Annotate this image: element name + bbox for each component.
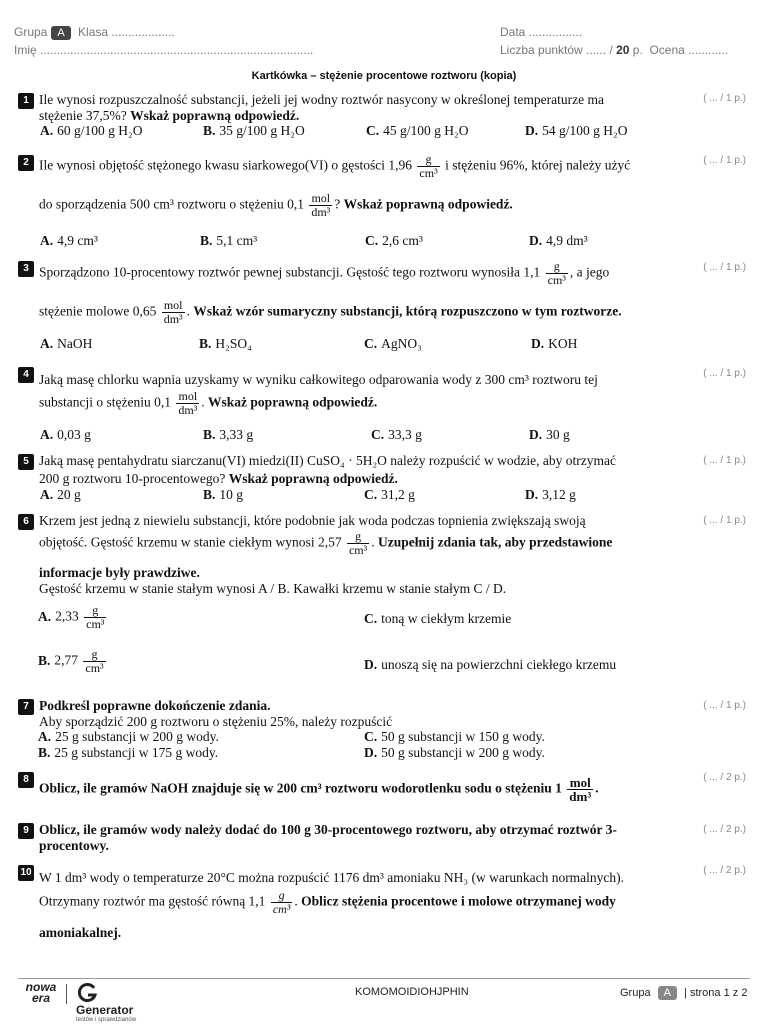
answer-option[interactable]: B. 25 g substancji w 175 g wody. <box>38 745 219 760</box>
answer-option[interactable]: A. 0,03 g <box>40 427 91 442</box>
group-field: Grupa A Klasa ................... <box>14 25 175 39</box>
question-text: Krzem jest jedną z niewielu substancji, które podobnie jak woda podczas topnienia zwiększają swoją <box>39 513 586 528</box>
answer-option[interactable]: B. 5,1 cm³ <box>200 233 258 248</box>
answer-option[interactable]: C. 31,2 g <box>364 487 415 502</box>
question-text: Aby sporządzić 200 g roztworu o stężeniu 25%, należy rozpuścić <box>39 714 393 729</box>
question-text: Sporządzono 10-procentowy roztwór pewnej substancji. Gęstość tego roztworu wynosiła 1,1 $\frac{g}{\text{cm³}}$ , a jego <box>39 259 610 287</box>
answer-option[interactable]: C. AgNO₃ <box>364 336 422 351</box>
answer-option[interactable]: A. NaOH <box>40 336 93 351</box>
answer-option[interactable]: B. H₂SO₄ <box>199 336 252 351</box>
nowa-era-logo: nowa era <box>25 980 57 1005</box>
answer-option[interactable]: B. 35 g/100 g H₂O <box>203 123 305 138</box>
generator-logo: Generator testów i sprawdzianów <box>76 982 136 1024</box>
answer-option[interactable]: D. 3,12 g <box>525 487 576 502</box>
fraction: $\frac{\text{mol}}{\text{dm³}}$ <box>178 389 198 417</box>
question-text: W 1 dm³ wody o temperaturze 20°C można rozpuścić 1176 dm³ amoniaku NH₃ (w warunkach normalnych). <box>39 870 625 885</box>
question-number: 2 <box>18 155 34 171</box>
fraction: $\frac{g}{\text{cm³}}$ <box>348 529 368 557</box>
question-text: Ile wynosi rozpuszczalność substancji, jeżeli jej wodny roztwór nasycony w określonej temperaturze ma <box>39 92 604 107</box>
fraction: $\frac{g}{\text{cm³}}$ <box>86 603 105 631</box>
question-points: ( ... / 1 p.) <box>703 700 746 711</box>
footer-divider <box>18 978 750 979</box>
fraction: $\frac{\text{mol}}{\text{dm³}}$ <box>163 298 183 326</box>
date-field: Data ................ <box>500 25 583 39</box>
group-badge: A <box>51 26 70 40</box>
question-points: ( ... / 1 p.) <box>703 455 746 466</box>
question-text: Otrzymany roztwór ma gęstość równą 1,1 $\frac{g}{\text{cm³}}$ . Oblicz stężenia procentowe i molowe otrzymanej wody <box>39 888 616 916</box>
grade-field: Ocena ............ <box>649 43 729 57</box>
fraction: $\frac{g}{\text{cm³}}$ <box>547 259 566 287</box>
question-text: Oblicz, ile gramów wody należy dodać do 100 g 30-procentowego roztworu, aby otrzymać roztwór 3- <box>39 822 617 837</box>
page-indicator: Grupa A | strona 1 z 2 <box>620 987 748 999</box>
fraction: $\frac{g}{\text{cm³}}$ <box>272 888 291 916</box>
answer-option[interactable]: D. unoszą się na powierzchni ciekłego krzemu <box>364 657 617 672</box>
question-points: ( ... / 1 p.) <box>703 262 746 273</box>
question-points: ( ... / 2 p.) <box>703 824 746 835</box>
answer-option[interactable]: B. 2,77 $\frac{g}{\text{cm³}}$ <box>38 647 104 675</box>
answer-option[interactable]: C. 50 g substancji w 150 g wody. <box>364 729 545 744</box>
fraction: $\frac{\text{mol}}{\text{dm³}}$ <box>569 775 592 804</box>
generator-g-icon <box>76 982 98 1004</box>
answer-option[interactable]: A. 25 g substancji w 200 g wody. <box>38 729 219 744</box>
name-field: Imię .................................................................................. <box>14 43 314 57</box>
class-field: Klasa ................... <box>78 25 175 39</box>
question-text: informacje były prawdziwe. <box>39 565 200 580</box>
question-number: 1 <box>18 93 34 109</box>
answer-option[interactable]: C. 45 g/100 g H₂O <box>366 123 469 138</box>
page-title: Kartkówka – stężenie procentowe roztworu (kopia) <box>251 70 517 82</box>
question-text: stężenie molowe 0,65 $\frac{\text{mol}}{\text{dm³}}$ . Wskaż wzór sumaryczny substancji, którą rozpuszczono w tym roztworze. <box>39 298 622 326</box>
question-text: stężenie 37,5%? Wskaż poprawną odpowiedź. <box>39 108 300 123</box>
answer-option[interactable]: A. 2,33 $\frac{g}{\text{cm³}}$ <box>38 603 105 631</box>
question-text: amoniakalnej. <box>39 925 122 940</box>
question-number: 9 <box>18 823 34 839</box>
question-points: ( ... / 1 p.) <box>703 93 746 104</box>
question-text: Oblicz, ile gramów NaOH znajduje się w 200 cm³ roztworu wodorotlenku sodu o stężeniu 1 $\frac{\text{mol}}{\text{dm³}}$ . <box>39 775 599 804</box>
question-points: ( ... / 1 p.) <box>703 515 746 526</box>
answer-option[interactable]: B. 3,33 g <box>203 427 254 442</box>
answer-option[interactable]: D. 50 g substancji w 200 g wody. <box>364 745 545 760</box>
answer-option[interactable]: B. 10 g <box>203 487 244 502</box>
question-number: 10 <box>18 865 34 881</box>
fraction: $\frac{g}{\text{cm³}}$ <box>85 647 104 675</box>
answer-option[interactable]: D. 4,9 dm³ <box>529 233 588 248</box>
question-points: ( ... / 1 p.) <box>703 368 746 379</box>
answer-option[interactable]: A. 20 g <box>40 487 81 502</box>
question-number: 5 <box>18 454 34 470</box>
question-points: ( ... / 2 p.) <box>703 772 746 783</box>
question-text: Gęstość krzemu w stanie stałym wynosi A / B. Kawałki krzemu w stanie stałym C / D. <box>39 581 507 596</box>
question-number: 3 <box>18 261 34 277</box>
points-field: Liczba punktów ...... / 20 p. Ocena ............ <box>500 43 729 57</box>
answer-option[interactable]: C. 2,6 cm³ <box>365 233 423 248</box>
question-text: Podkreśl poprawne dokończenie zdania. <box>39 698 271 713</box>
question-points: ( ... / 1 p.) <box>703 155 746 166</box>
question-text: objętość. Gęstość krzemu w stanie ciekłym wynosi 2,57 $\frac{g}{\text{cm³}}$ . Uzupełnij zdania tak, aby przedstawione <box>39 529 613 557</box>
question-number: 8 <box>18 772 34 788</box>
question-text: Ile wynosi objętość stężonego kwasu siarkowego(VI) o gęstości 1,96 $\frac{g}{\text{cm³}}$ i stężeniu 96%, której należy użyć <box>39 152 631 180</box>
answer-option[interactable]: D. KOH <box>531 336 578 351</box>
question-text: substancji o stężeniu 0,1 $\frac{\text{mol}}{\text{dm³}}$ . Wskaż poprawną odpowiedź. <box>39 389 378 417</box>
footer-divider <box>66 984 67 1004</box>
question-number: 7 <box>18 699 34 715</box>
question-text: 200 g roztworu 10-procentowego? Wskaż poprawną odpowiedź. <box>39 471 398 486</box>
question-points: ( ... / 2 p.) <box>703 865 746 876</box>
fraction: $\frac{g}{\text{cm³}}$ <box>419 152 438 180</box>
question-text: procentowy. <box>39 838 109 853</box>
question-text: Jaką masę chlorku wapnia uzyskamy w wyniku całkowitego odparowania wody z 300 cm³ roztworu tej <box>39 372 598 387</box>
question-number: 4 <box>18 367 34 383</box>
answer-option[interactable]: A. 60 g/100 g H₂O <box>40 123 143 138</box>
answer-option[interactable]: C. toną w ciekłym krzemie <box>364 611 512 626</box>
document-code: KOMOMOIDIOHJPHIN <box>355 986 469 998</box>
question-text: do sporządzenia 500 cm³ roztworu o stężeniu 0,1 $\frac{\text{mol}}{\text{dm³}}$ ? Wskaż poprawną odpowiedź. <box>39 191 513 219</box>
answer-option[interactable]: C. 33,3 g <box>371 427 422 442</box>
fraction: $\frac{\text{mol}}{\text{dm³}}$ <box>311 191 331 219</box>
answer-option[interactable]: D. 30 g <box>529 427 570 442</box>
question-text: Jaką masę pentahydratu siarczanu(VI) miedzi(II) CuSO₄ · 5H₂O należy rozpuścić w wodzie, aby otrzymać <box>39 453 616 468</box>
answer-option[interactable]: A. 4,9 cm³ <box>40 233 98 248</box>
answer-option[interactable]: D. 54 g/100 g H₂O <box>525 123 628 138</box>
question-number: 6 <box>18 514 34 530</box>
